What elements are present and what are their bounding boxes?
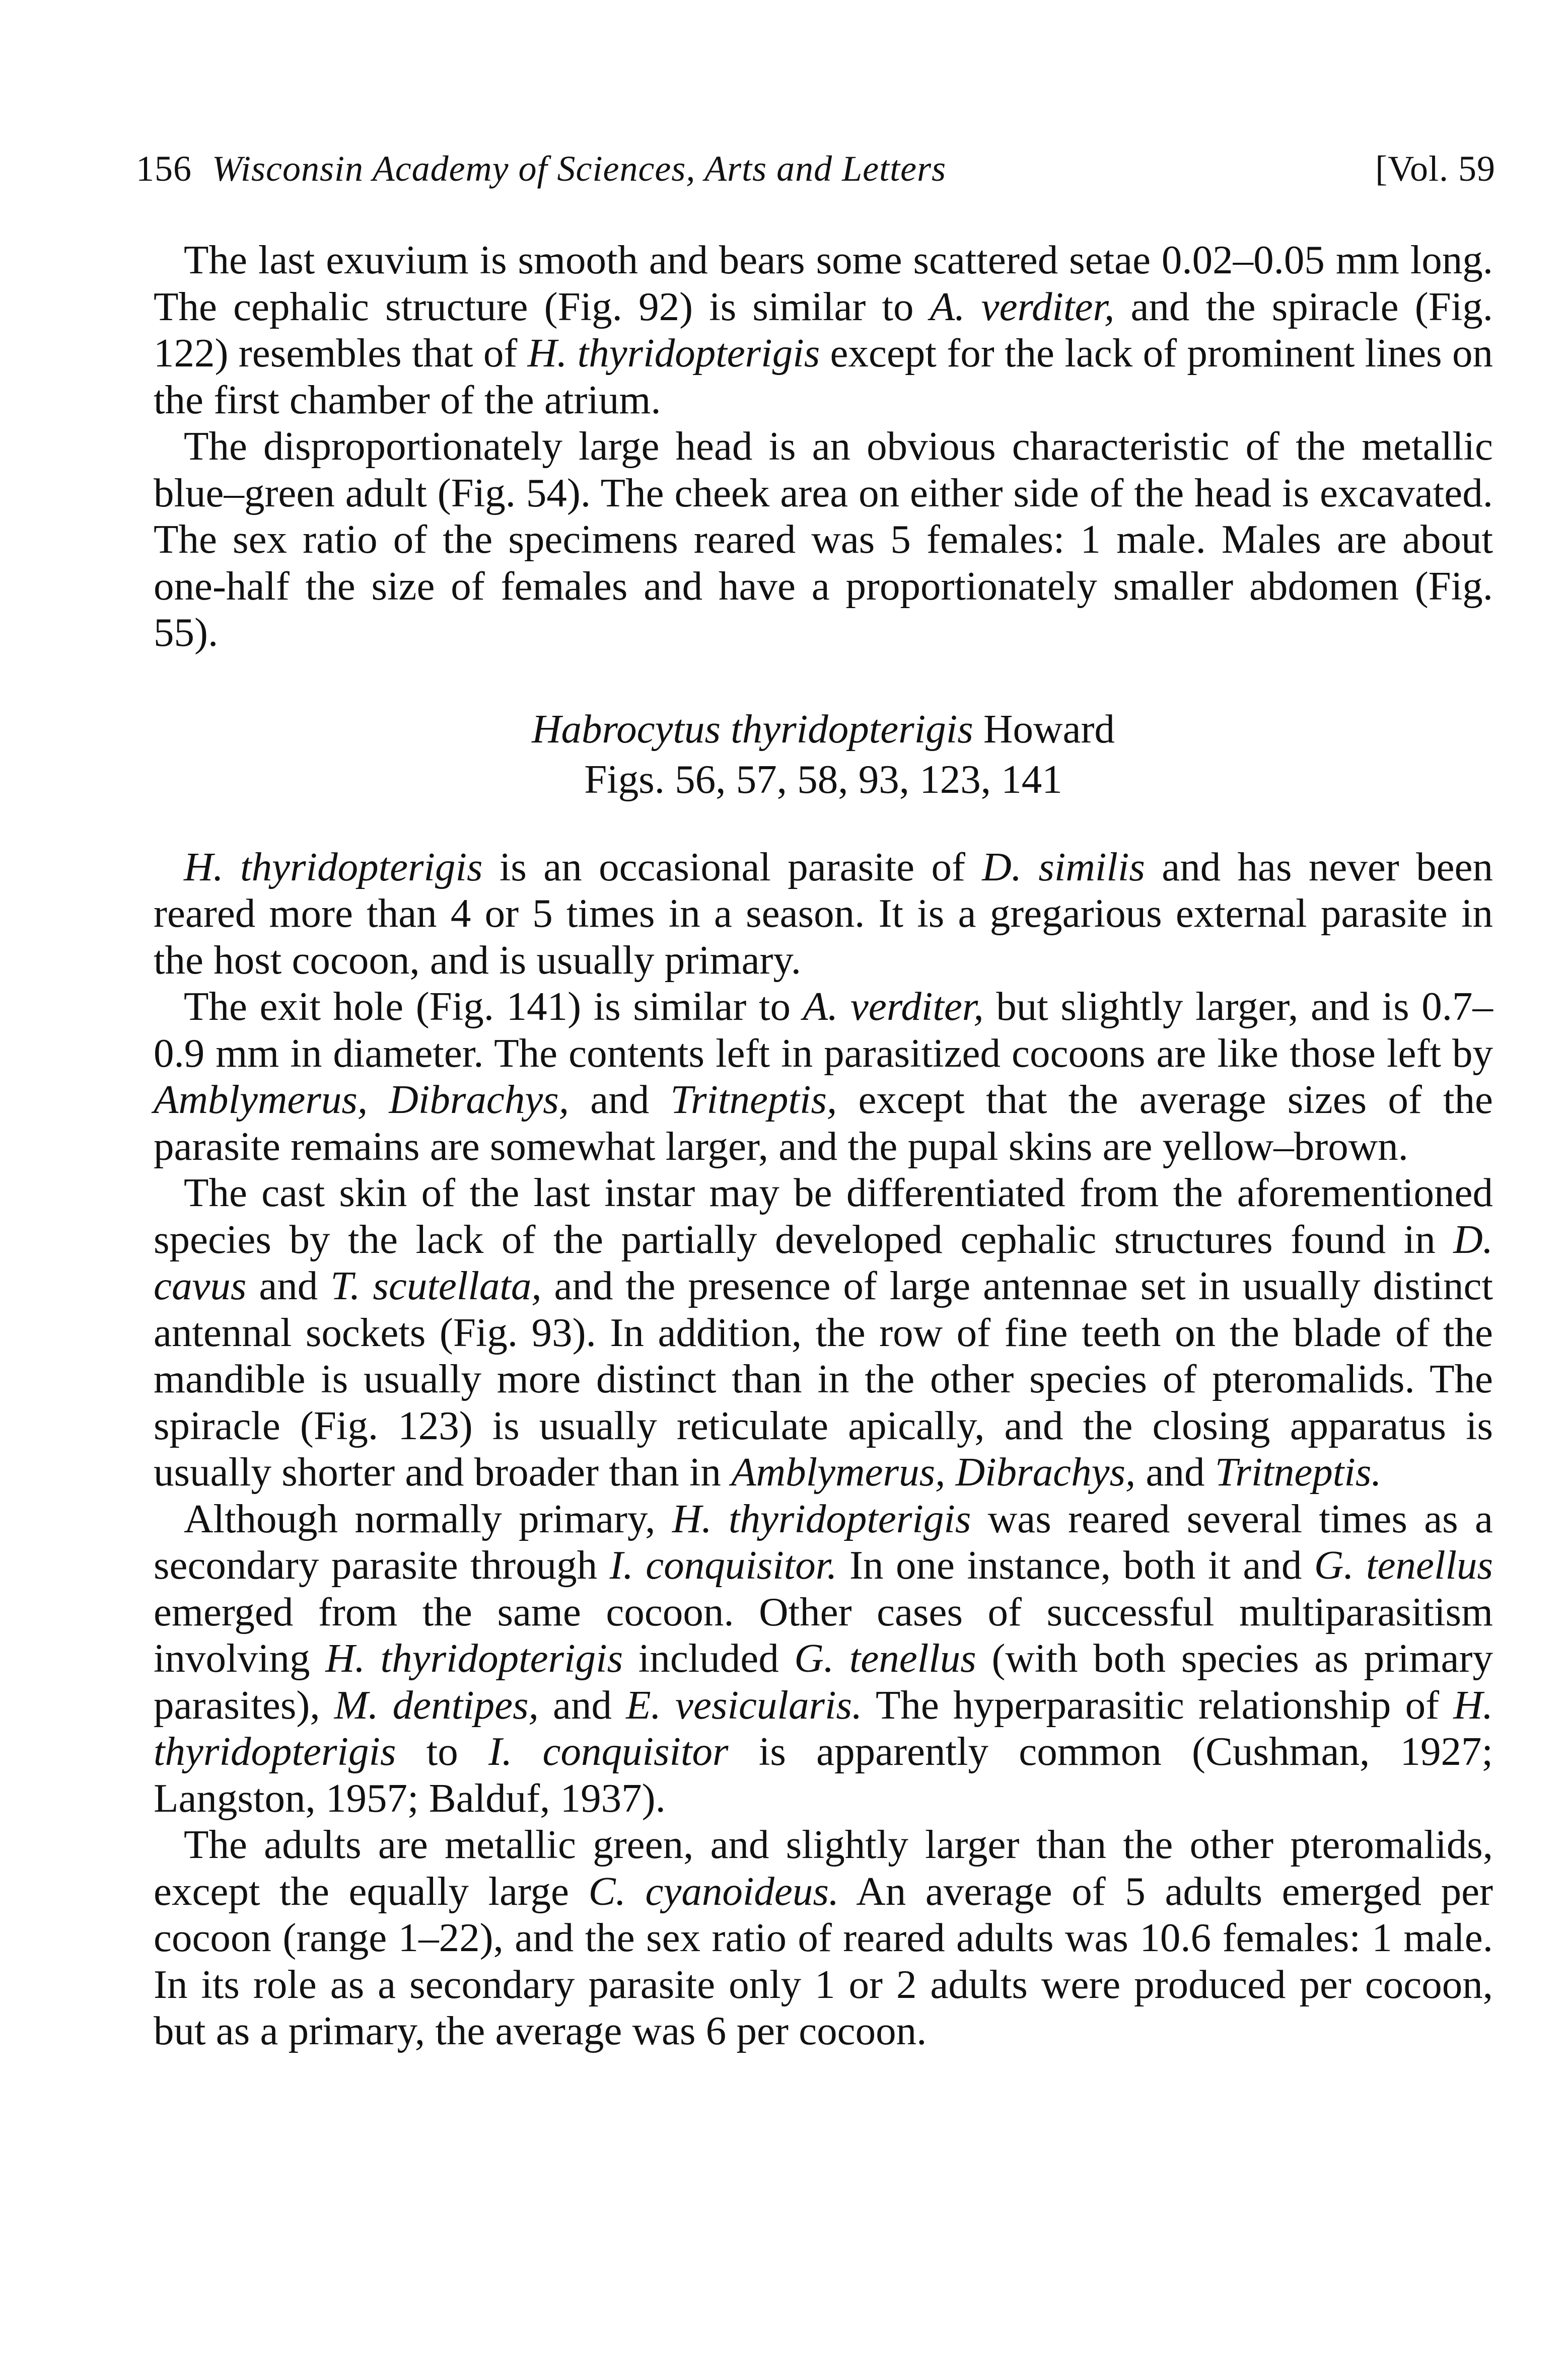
section-species: Habrocytus thyridopterigis xyxy=(532,706,973,752)
text-run: is an occasional parasite of xyxy=(482,844,982,889)
text-run: and xyxy=(1135,1449,1215,1495)
species-name: D. cavus xyxy=(154,1216,1493,1308)
text-run: The cast skin of the last instar may be differentiated from the aforementioned species by the lack of the partially developed cephalic structures found in xyxy=(154,1170,1493,1262)
section-heading xyxy=(154,704,1493,804)
text-run: and the spiracle (Fig. 122) resembles that of xyxy=(154,283,1493,376)
text-run: (with both species as primary parasites), xyxy=(154,1635,1493,1728)
paragraph-adults xyxy=(154,1821,1493,2054)
page-number: 156 xyxy=(136,148,192,189)
text-run: is apparently common (Cushman, 1927; Langston, 1957; Balduf, 1937). xyxy=(154,1729,1493,1821)
text-run: and has never been reared more than 4 or 5 times in a season. It is a gregarious external parasite in the host cocoon, and is usually primary. xyxy=(154,844,1493,983)
text-run: to xyxy=(396,1729,489,1774)
text-run: except for the lack of prominent lines on the first chamber of the atrium. xyxy=(154,330,1493,422)
species-name: Amblymerus, Dibrachys, xyxy=(154,1077,569,1122)
section-figures: Figs. 56, 57, 58, 93, 123, 141 xyxy=(584,756,1062,802)
text-run: included xyxy=(623,1635,795,1681)
paragraph-cast-skin xyxy=(154,1169,1493,1496)
paragraph-secondary-parasite xyxy=(154,1496,1493,1822)
section-title xyxy=(154,704,1493,754)
species-name: G. tenellus xyxy=(794,1635,976,1681)
species-name: D. similis xyxy=(982,844,1145,889)
species-name: H. thyridopterigis xyxy=(527,330,820,376)
species-name: H. thyridopterigis xyxy=(672,1496,971,1541)
species-name: Amblymerus, Dibrachys, xyxy=(731,1449,1136,1495)
text-run: The disproportionately large head is an obvious characteristic of the metallic blue–green adult (Fig. 54). The cheek area on either side of the head is excavated. The sex ratio of the specimens reared was 5 females: 1 male. Males are about one-half the size of females and have a proportionately smaller abdomen (Fig. 55). xyxy=(154,423,1493,655)
text-run: and the presence of large antennae set in usually distinct antennal sockets (Fig. 93). In addition, the row of fine teeth on the blade of the mandible is usually more distinct than in the other species of pteromalids. The spiracle (Fig. 123) is usually reticulate apically, and the closing apparatus is usually shorter and broader than in xyxy=(154,1263,1493,1495)
species-name: I. conquisitor. xyxy=(609,1542,837,1588)
species-name: E. vesicularis. xyxy=(626,1682,863,1728)
text-run: The hyperparasitic relationship of xyxy=(862,1682,1454,1728)
running-header xyxy=(136,141,1495,196)
text-run: The last exuvium is smooth and bears some scattered setae 0.02–0.05 mm long. The cephalic structure (Fig. 92) is similar to xyxy=(154,237,1493,329)
journal-title: Wisconsin Academy of Sciences, Arts and Letters xyxy=(212,148,947,189)
text-run: but slightly larger, and is 0.7–0.9 mm in diameter. The contents left in parasitized cocoons are like those left by xyxy=(154,984,1493,1076)
text-run: except that the average sizes of the parasite remains are somewhat larger, and the pupal skins are yellow–brown. xyxy=(154,1077,1493,1169)
species-name: A. verditer, xyxy=(803,984,984,1029)
species-name: M. dentipes, xyxy=(334,1682,539,1728)
section-author: Howard xyxy=(983,706,1115,752)
text-run: The exit hole (Fig. 141) is similar to xyxy=(184,984,803,1029)
species-name: A. verditer, xyxy=(930,283,1115,329)
text-run: and xyxy=(246,1263,331,1308)
paragraph-exuvium xyxy=(154,237,1493,423)
text-run: An average of 5 adults emerged per cocoon (range 1–22), and the sex ratio of reared adults was 10.6 females: 1 male. In its role as a secondary parasite only 1 or 2 adults were produced per cocoon, but as a primary, the average was 6 per cocoon. xyxy=(154,1868,1493,2053)
volume-label: [Vol. 59 xyxy=(1375,148,1495,189)
text-run: was reared several times as a secondary parasite through xyxy=(154,1496,1493,1588)
paragraph-adult-head xyxy=(154,423,1493,656)
text-run: and xyxy=(538,1682,626,1728)
species-name: H. thyridopterigis xyxy=(184,844,483,889)
paragraph-occurrence xyxy=(154,844,1493,984)
body-text xyxy=(154,237,1493,2054)
species-name: Tritneptis. xyxy=(1215,1449,1382,1495)
species-name: G. tenellus xyxy=(1314,1542,1493,1588)
species-name: I. conquisitor xyxy=(488,1729,729,1774)
text-run: emerged from the same cocoon. Other cases of successful multiparasitism involving xyxy=(154,1589,1493,1681)
species-name: T. scutellata, xyxy=(330,1263,542,1308)
species-name: C. cyanoideus. xyxy=(588,1868,839,1914)
species-name: H. thyridopterigis xyxy=(154,1682,1493,1774)
paragraph-exit-hole xyxy=(154,983,1493,1169)
species-name: Tritneptis, xyxy=(670,1077,837,1122)
species-name: H. thyridopterigis xyxy=(325,1635,623,1681)
text-run: In one instance, both it and xyxy=(837,1542,1314,1588)
text-run: The adults are metallic green, and slightly larger than the other pteromalids, except the equally large xyxy=(154,1822,1493,1914)
text-run: Although normally primary, xyxy=(184,1496,672,1541)
text-run: and xyxy=(569,1077,671,1122)
